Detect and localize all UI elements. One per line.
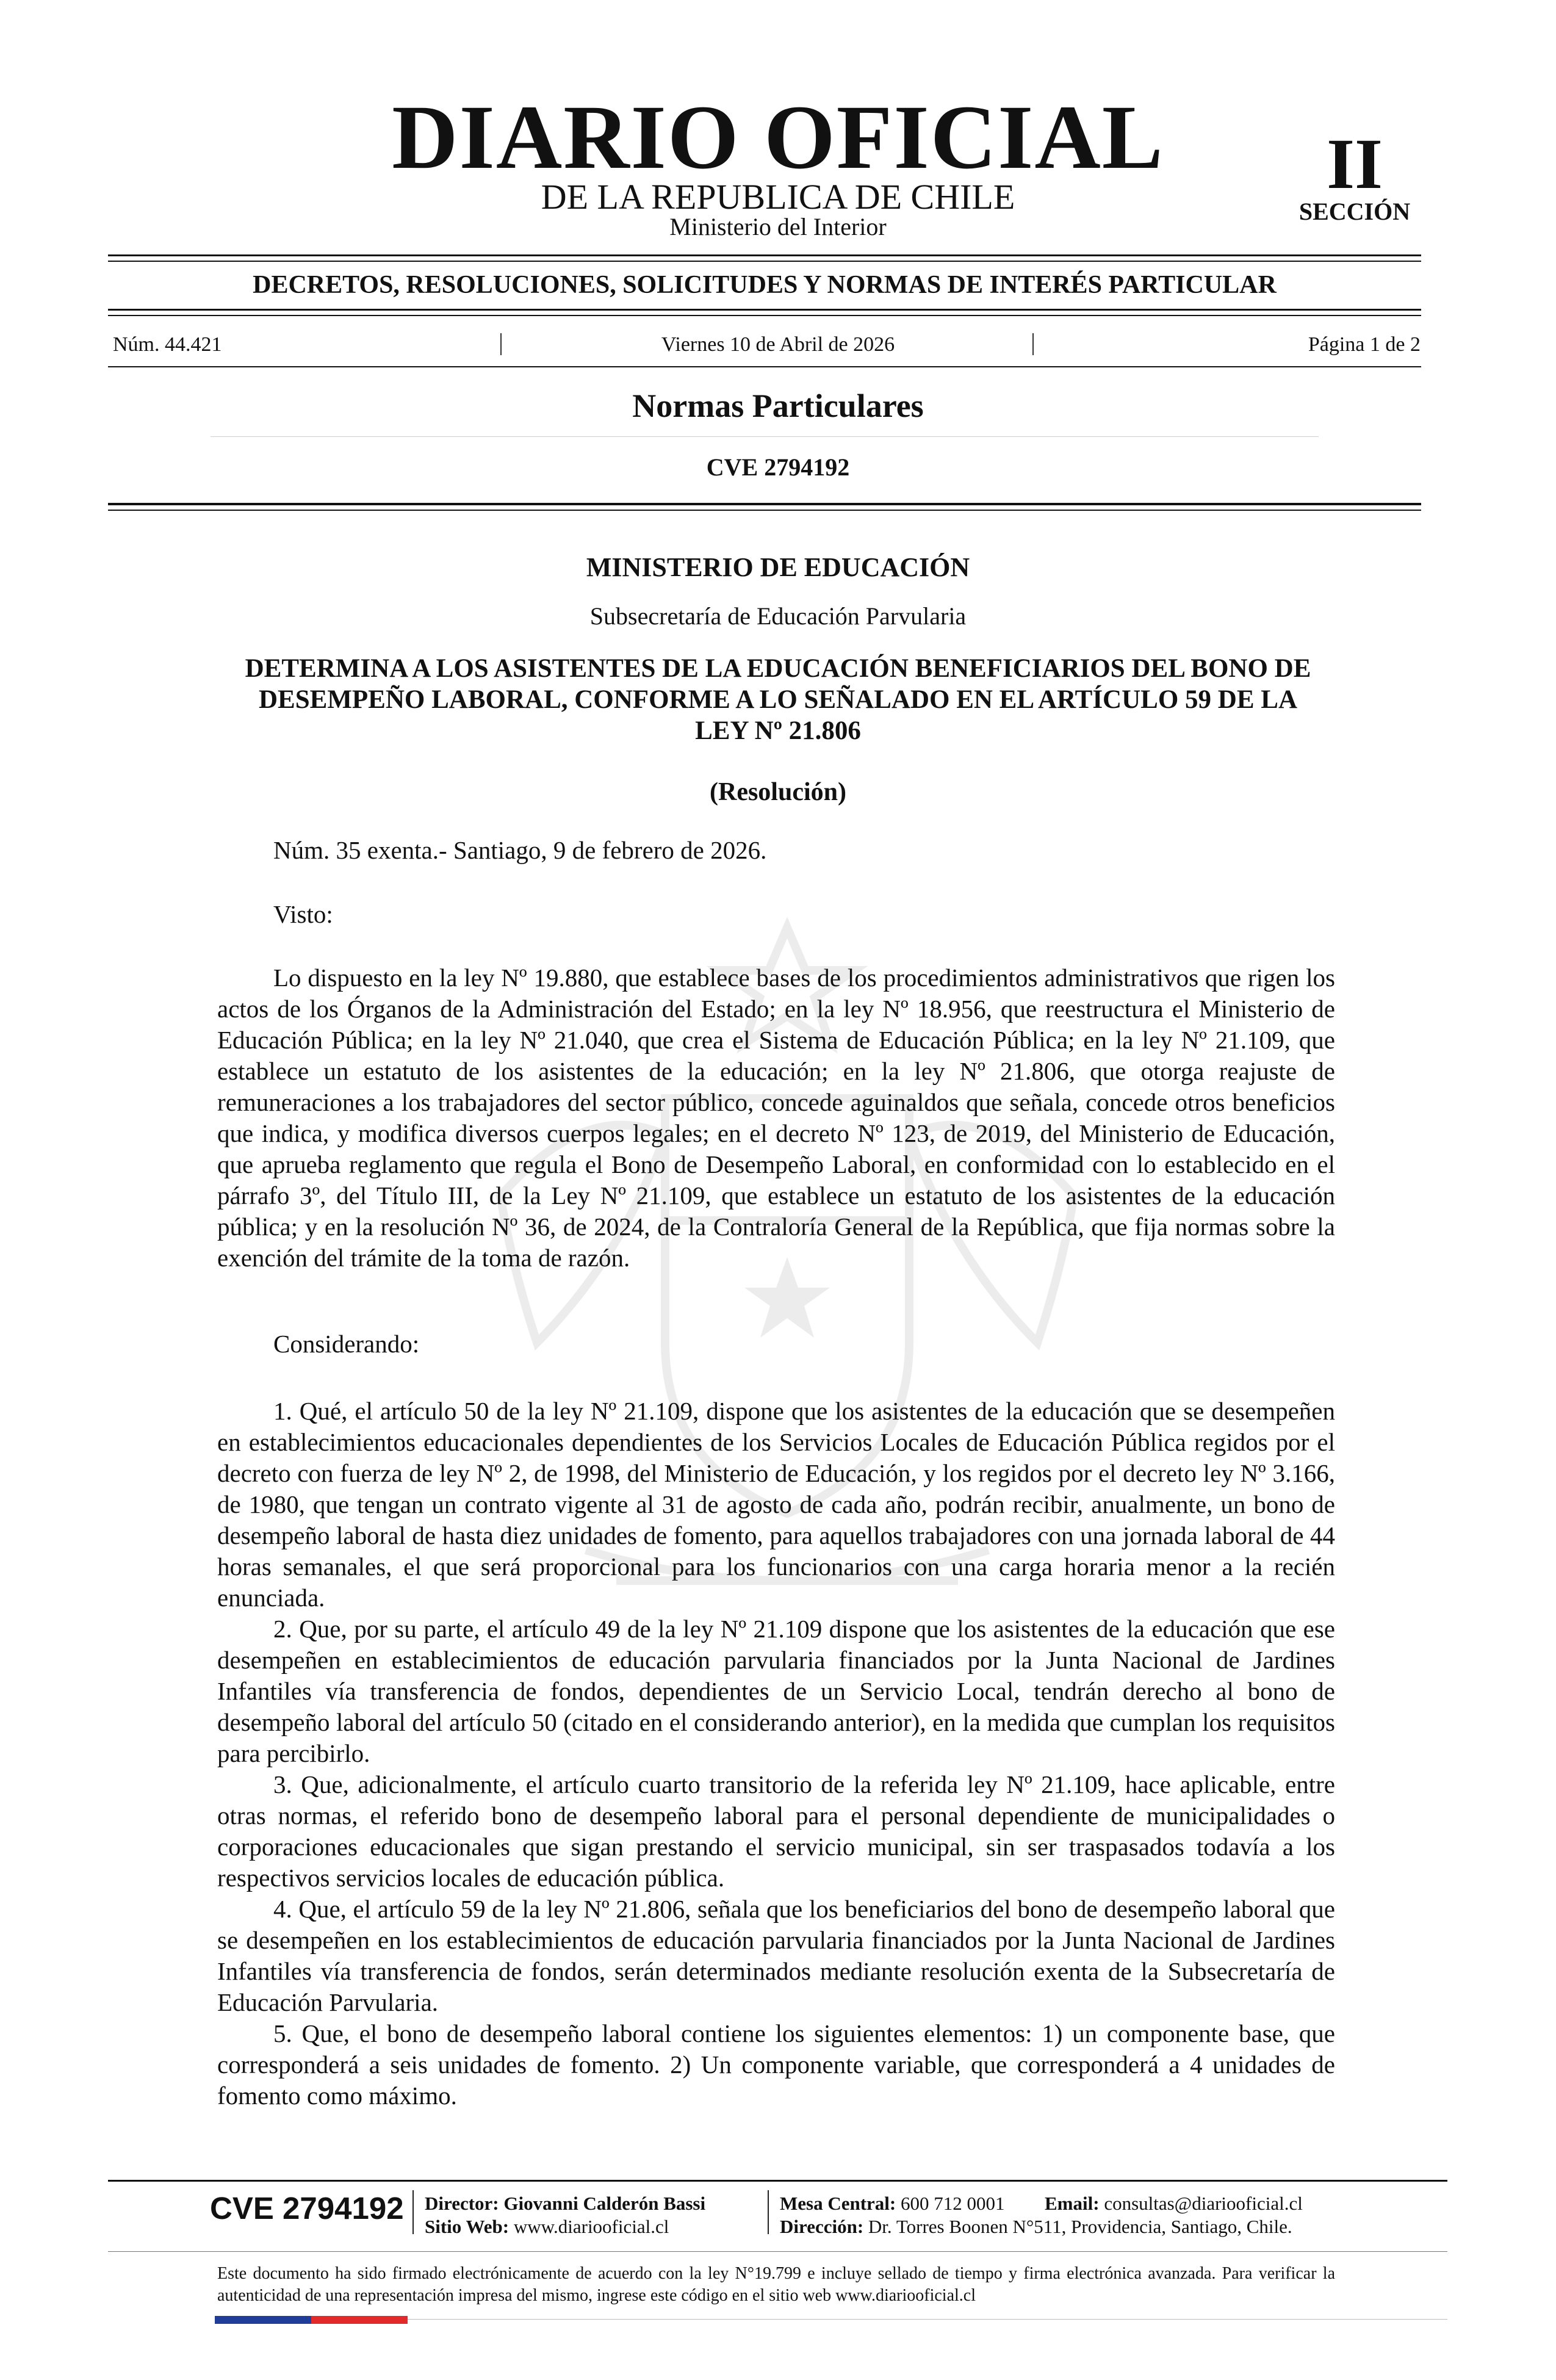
section-number: II [1327, 124, 1383, 204]
footer-address [780, 2215, 1292, 2238]
separator [1032, 333, 1034, 355]
considerando-item: 3. Que, adicionalmente, el artículo cuarto transitorio de la referida ley Nº 21.109, hace aplicable, entre otras normas, el referido bono de desempeño laboral para el personal dependiente de municipalidades o corporaciones educacionales que sigan prestando el servicio municipal, sin ser traspasados todavía a los respectivos servicios locales de educación pública. [217, 1770, 1335, 1892]
resolution-title: DETERMINA A LOS ASISTENTES DE LA EDUCACIÓN BENEFICIARIOS DEL BONO DE DESEMPEÑO LABORAL, CONFORME A LO SEÑALADO EN EL ARTÍCULO 59 DE LA LEY Nº 21.806 [245, 654, 1311, 745]
subsecretaria: Subsecretaría de Educación Parvularia [589, 602, 967, 630]
resolution-label: (Resolución) [710, 778, 846, 806]
visto-label: Visto: [273, 900, 333, 928]
director-name: Giovanni Calderón Bassi [503, 2193, 706, 2214]
considerando-label: Considerando: [273, 1330, 420, 1358]
footer-cve: CVE 2794192 [210, 2191, 404, 2226]
divider [108, 254, 1421, 256]
footer-divider [108, 2251, 1447, 2252]
divider [211, 436, 1319, 437]
footer-director [425, 2192, 705, 2215]
footer-legal-notice: Este documento ha sido firmado electrónicamente de acuerdo con la ley N°19.799 e incluye sellado de tiempo y firma electrónica avanzada. Para verificar la autenticidad de una representación impresa del mismo, ingrese este código en el sitio web www.diariooficial.cl [217, 2264, 1335, 2305]
issue-number: Núm. 44.421 [113, 333, 222, 356]
ministry-heading: MINISTERIO DE EDUCACIÓN [586, 552, 970, 582]
divider [108, 366, 1421, 367]
masthead-ministry: Ministerio del Interior [669, 213, 887, 240]
phone-label: Mesa Central: [780, 2193, 896, 2214]
page-indicator: Página 1 de 2 [1308, 333, 1421, 356]
email-label: Email: [1045, 2193, 1100, 2214]
flag-red-bar [311, 2316, 408, 2324]
considerando-item: 1. Qué, el artículo 50 de la ley Nº 21.109, dispone que los asistentes de la educación que se desempeñen en establecimientos educacionales dependientes de los Servicios Locales de Educación Pública regidos por el decreto con fuerza de ley Nº 2, de 1998, del Ministerio de Educación, y los regidos por el decreto ley Nº 3.166, de 1980, que tengan un contrato vigente al 31 de agosto de cada año, podrán recibir, anualmente, un bono de desempeño laboral de hasta diez unidades de fomento, para aquellos trabajadores con una jornada laboral de 44 horas semanales, el que será proporcional para los funcionarios con una carga horaria menor a la recién enunciada. [217, 1397, 1335, 1612]
flag-blue-bar [215, 2316, 311, 2324]
considerando-item: 2. Que, por su parte, el artículo 49 de la ley Nº 21.109 dispone que los asistentes de la educación que ese desempeñen en establecimientos de educación parvularia financiados por la Junta Nacional de Jardines Infantiles vía transferencia de fondos, dependientes de un Servicio Local, tendrán derecho al bono de desempeño laboral del artículo 50 (citado en el considerando anterior), en la medida que cumplan los requisitos para percibirlo. [217, 1615, 1335, 1767]
divider [108, 261, 1421, 262]
divider [108, 309, 1421, 311]
considerando-item: 5. Que, el bono de desempeño laboral contiene los siguientes elementos: 1) un componente base, que corresponderá a seis unidades de fomento. 2) Un componente variable, que corresponderá a 4 unidades de fomento como máximo. [217, 2019, 1335, 2110]
director-label: Director: [425, 2193, 499, 2214]
footer-website [425, 2215, 669, 2238]
email-link[interactable]: consultas@diariooficial.cl [1104, 2193, 1303, 2214]
phone-value: 600 712 0001 [901, 2193, 1005, 2214]
address-value: Dr. Torres Boonen N°511, Providencia, Santiago, Chile. [868, 2216, 1292, 2237]
norm-title: Normas Particulares [632, 388, 924, 424]
divider [108, 315, 1421, 316]
footer-email [1045, 2192, 1303, 2215]
divider [108, 510, 1421, 511]
separator [412, 2190, 414, 2234]
separator [768, 2190, 769, 2234]
visto-paragraph: Lo dispuesto en la ley Nº 19.880, que establece bases de los procedimientos administrativos que rigen los actos de los Órganos de la Administración del Estado; en la ley Nº 18.956, que reestructura el Ministerio de Educación Pública; en la ley Nº 21.040, que crea el Sistema de Educación Pública; en la ley Nº 21.109, que establece un estatuto de los asistentes de la educación; en la ley Nº 21.806, que otorga reajuste de remuneraciones a los trabajadores del sector público, concede aguinaldos que señala, concede otros beneficios que indica, y modifica diversos cuerpos legales; en el decreto Nº 123, de 2019, del Ministerio de Educación, que aprueba reglamento que regula el Bono de Desempeño Laboral, en conformidad con lo establecido en el párrafo 3º, del Título III, de la Ley Nº 21.109, que establece un estatuto de los asistentes de la educación pública; y en la resolución Nº 36, de 2024, de la Contraloría General de la República, que fija normas sobre la exención del trámite de la toma de razón. [217, 964, 1335, 1272]
footer-divider [108, 2180, 1447, 2182]
section-heading: DECRETOS, RESOLUCIONES, SOLICITUDES Y NORMAS DE INTERÉS PARTICULAR [253, 271, 1277, 299]
considerando-list [217, 1396, 1335, 2111]
considerando-item: 4. Que, el artículo 59 de la ley Nº 21.806, señala que los beneficiarios del bono de desempeño laboral que se desempeñen en los establecimientos de educación parvularia financiados por la Junta Nacional de Jardines Infantiles vía transferencia de fondos, serán determinados mediante resolución exenta de la Subsecretaría de Educación Parvularia. [217, 1895, 1335, 2016]
footer-divider [408, 2319, 1447, 2320]
section-label: SECCIÓN [1298, 198, 1411, 225]
divider [108, 503, 1421, 505]
cve-code: CVE 2794192 [706, 453, 850, 481]
masthead-title: DIARIO OFICIAL [392, 87, 1164, 188]
footer-phone [780, 2192, 1005, 2215]
address-label: Dirección: [780, 2216, 864, 2237]
issue-date: Viernes 10 de Abril de 2026 [661, 333, 895, 356]
website-link[interactable]: www.diariooficial.cl [513, 2216, 669, 2237]
masthead-subtitle: DE LA REPUBLICA DE CHILE [541, 177, 1015, 217]
resolution-number-line: Núm. 35 exenta.- Santiago, 9 de febrero de 2026. [273, 836, 767, 864]
website-label: Sitio Web: [425, 2216, 510, 2237]
